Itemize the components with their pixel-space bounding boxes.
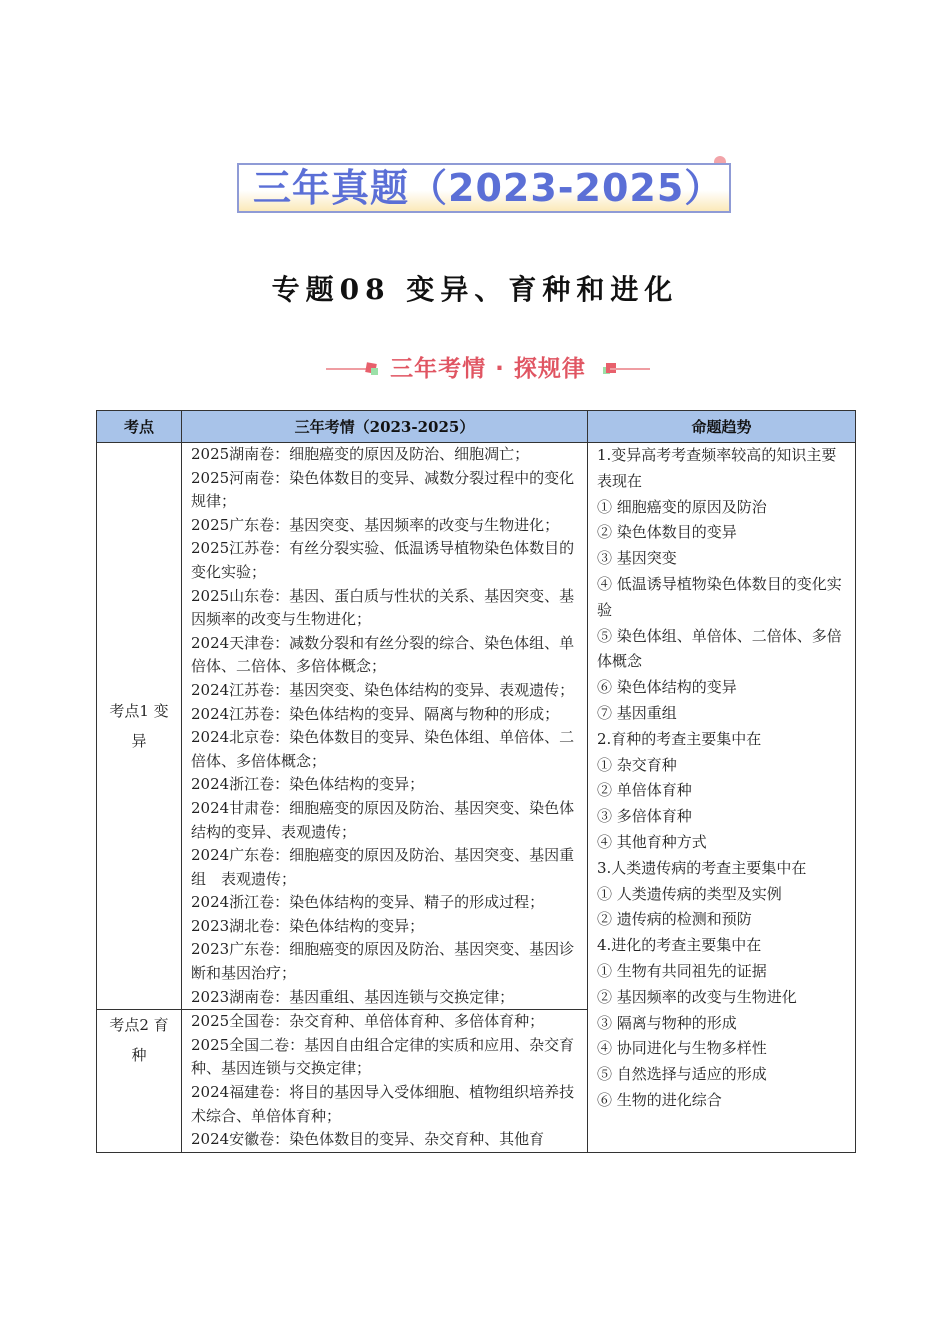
exam-entry: 2024甘肃卷：细胞癌变的原因及防治、基因突变、染色体结构的变异、表观遗传；: [191, 798, 575, 841]
header-exam-history: 三年考情（2023-2025）: [182, 411, 588, 443]
exam-entry: 2025山东卷：基因、蛋白质与性状的关系、基因突变、基因频率的改变与生物进化；: [191, 586, 575, 629]
trend-item: 1.变异高考考查频率较高的知识主要表现在: [597, 446, 837, 490]
trend-item: 4.进化的考查主要集中在: [597, 936, 762, 955]
exam-analysis-table: [96, 410, 856, 1153]
exam-entry: 2023湖北卷：染色体结构的变异；: [191, 916, 425, 935]
trend-item: ⑤ 染色体组、单倍体、二倍体、多倍体概念: [597, 626, 842, 671]
exam-entry: 2024江苏卷：基因突变、染色体结构的变异、表观遗传；: [191, 680, 575, 699]
exam-entry: 2024北京卷：染色体数目的变异、染色体组、单倍体、二倍体、多倍体概念；: [191, 728, 575, 770]
exam-entry: 2025全国卷：杂交育种、单倍体育种、多倍体育种；: [191, 1012, 545, 1031]
trend-item: ① 细胞癌变的原因及防治: [597, 497, 767, 516]
topic-cell: 考点2 育种: [97, 1010, 182, 1153]
trend-item: ① 杂交育种: [597, 755, 677, 774]
trend-item: ③ 隔离与物种的形成: [597, 1013, 737, 1032]
exam-entry: 2025广东卷：基因突变、基因频率的改变与生物进化；: [191, 515, 560, 534]
trend-item: ② 单倍体育种: [597, 781, 692, 800]
exam-entry: 2023广东卷：细胞癌变的原因及防治、基因突变、基因诊断和基因治疗；: [191, 940, 575, 983]
trend-item: ② 染色体数目的变异: [597, 523, 737, 542]
trend-item: ⑦ 基因重组: [597, 703, 677, 722]
trend-item: ④ 其他育种方式: [597, 832, 707, 851]
table-header-row: [97, 411, 856, 443]
header-topic: 考点: [97, 411, 182, 443]
trend-item: ① 人类遗传病的类型及实例: [597, 884, 782, 903]
exam-entry: 2024江苏卷：染色体结构的变异、隔离与物种的形成；: [191, 704, 560, 723]
exam-entry: 2023湖南卷：基因重组、基因连锁与交换定律；: [191, 987, 515, 1006]
header-trend: 命题趋势: [588, 411, 856, 443]
section-title: 三年考情 · 探规律: [390, 356, 586, 382]
section-header: [320, 348, 656, 384]
trend-item: ⑥ 生物的进化综合: [597, 1090, 722, 1109]
table-row-variation: [97, 443, 856, 1010]
trend-item: ④ 协同进化与生物多样性: [597, 1039, 767, 1058]
exam-entry: 2025江苏卷：有丝分裂实验、低温诱导植物染色体数目的变化实验；: [191, 539, 575, 581]
trend-cell: [588, 443, 856, 1153]
exam-entry: 2024天津卷：减数分裂和有丝分裂的综合、染色体组、单倍体、二倍体、多倍体概念；: [191, 633, 575, 676]
exam-entry: 2024浙江卷：染色体结构的变异、精子的形成过程；: [191, 893, 545, 912]
trend-item: ⑤ 自然选择与适应的形成: [597, 1065, 767, 1084]
exam-history-cell: [182, 1010, 588, 1153]
exam-history-cell: [182, 443, 588, 1010]
trend-item: ⑥ 染色体结构的变异: [597, 678, 737, 697]
trend-item: ② 基因频率的改变与生物进化: [597, 987, 797, 1006]
topic-cell: 考点1 变异: [97, 443, 182, 1010]
trend-item: 2.育种的考查主要集中在: [597, 729, 762, 748]
exam-entry: 2024广东卷：细胞癌变的原因及防治、基因突变、基因重组 表观遗传；: [191, 846, 575, 888]
exam-entry: 2024安徽卷：染色体数目的变异、杂交育种、其他育: [191, 1130, 545, 1149]
trend-item: ② 遗传病的检测和预防: [597, 910, 752, 929]
section-header-right-line: [610, 368, 650, 370]
exam-entry: 2024浙江卷：染色体结构的变异；: [191, 775, 425, 794]
title-banner: [237, 163, 731, 213]
trend-item: 3.人类遗传病的考查主要集中在: [597, 858, 807, 877]
topic-title: 专题08 变异、育种和进化: [271, 273, 679, 306]
exam-entry: 2025全国二卷：基因自由组合定律的实质和应用、杂交育种、基因连锁与交换定律；: [191, 1035, 575, 1078]
exam-entry: 2025湖南卷：细胞癌变的原因及防治、细胞凋亡；: [191, 445, 530, 463]
trend-item: ③ 基因突变: [597, 549, 677, 568]
trend-item: ③ 多倍体育种: [597, 807, 692, 826]
exam-entry: 2025河南卷：染色体数目的变异、减数分裂过程中的变化规律；: [191, 468, 575, 511]
trend-item: ① 生物有共同祖先的证据: [597, 961, 767, 980]
exam-entry: 2024福建卷：将目的基因导入受体细胞、植物组织培养技术综合、单倍体育种；: [191, 1083, 575, 1125]
trend-item: ④ 低温诱导植物染色体数目的变化实验: [597, 574, 842, 619]
banner-title: 三年真题（2023-2025）: [253, 166, 724, 210]
